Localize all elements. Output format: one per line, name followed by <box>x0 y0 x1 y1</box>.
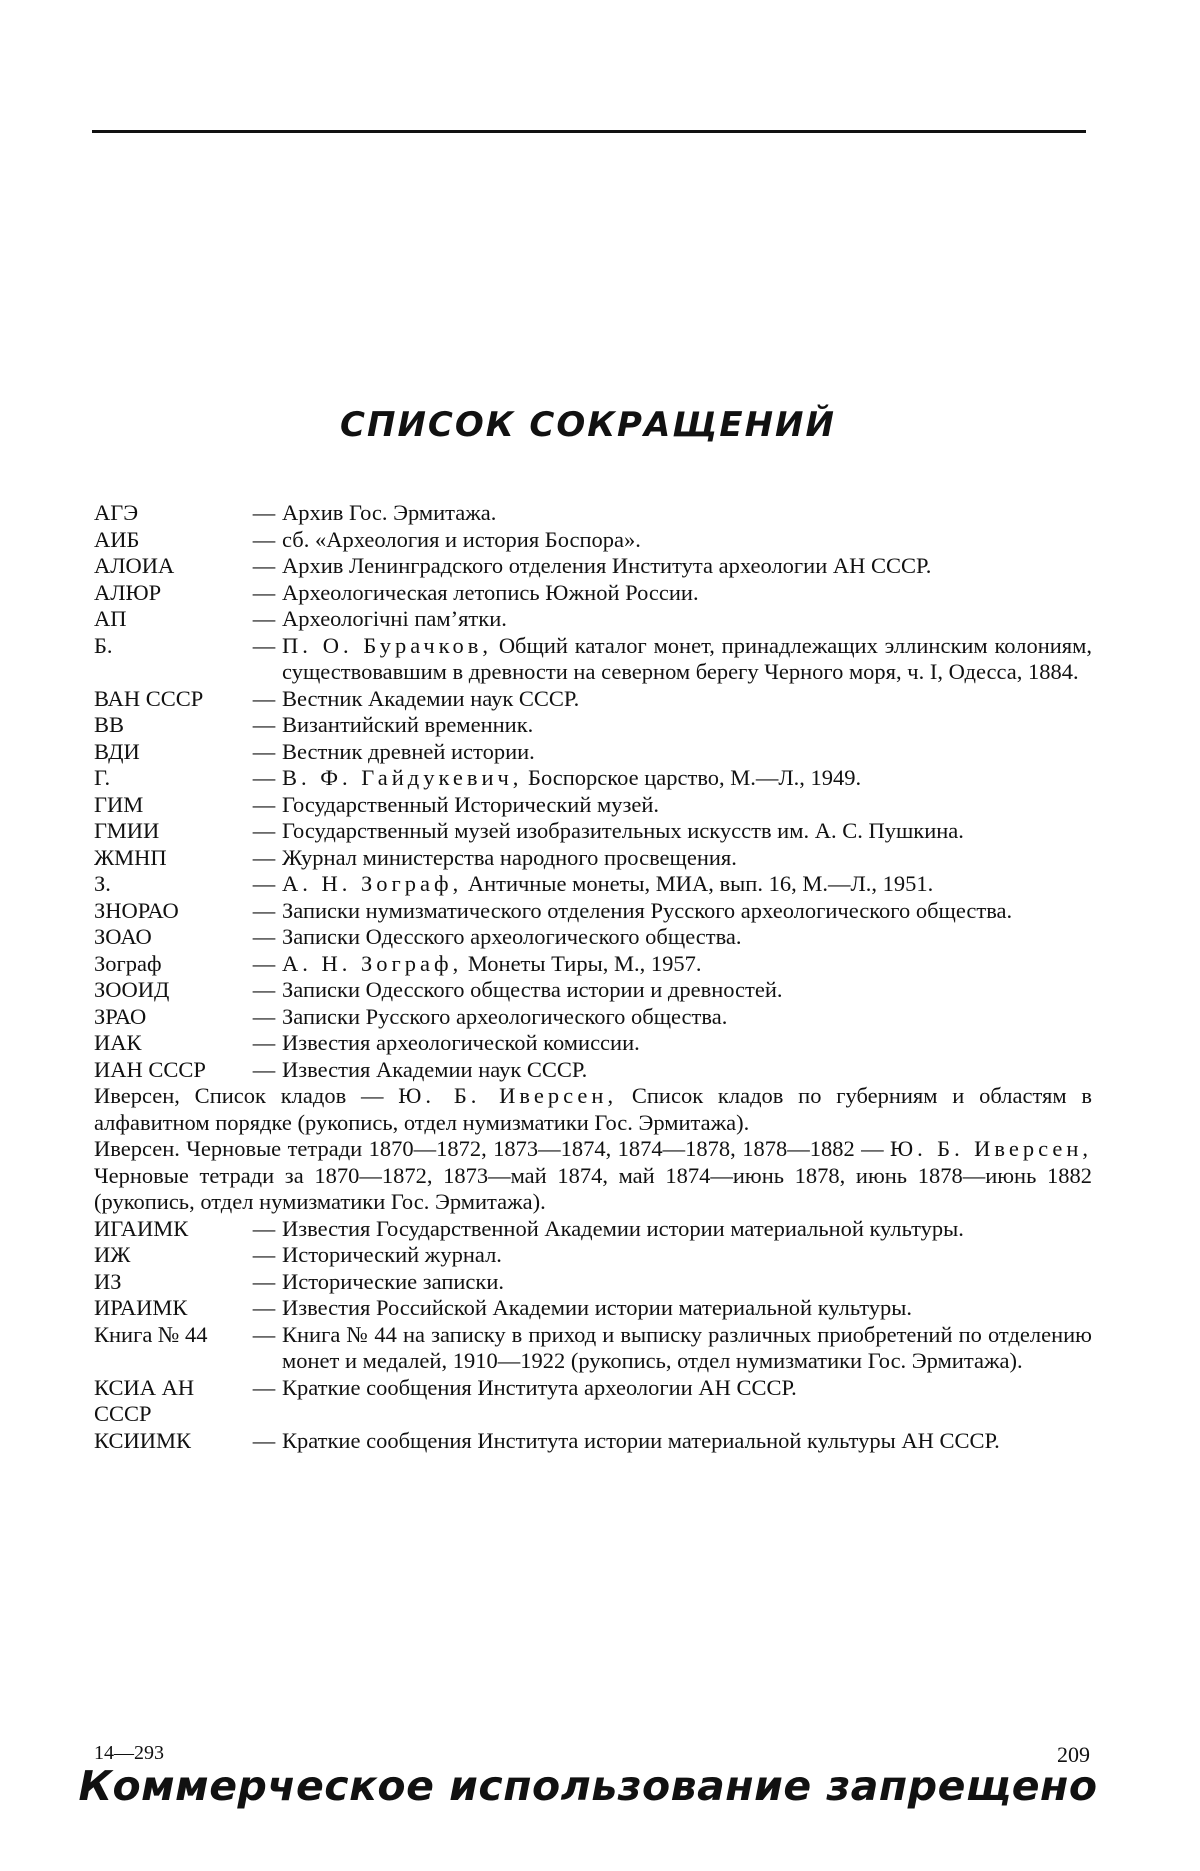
entry-def: Краткие сообщения Института истории материальной культуры АН СССР. <box>282 1428 1092 1455</box>
entry-def: Книга № 44 на записку в приход и выписку различных приобретений по отделению монет и медалей, 1910—1922 (рукопись, отдел нумизматики Гос. Эрмитажа). <box>282 1322 1092 1375</box>
entry-dash: — <box>246 527 282 554</box>
entry-abbr: АГЭ <box>94 500 246 527</box>
entry-dash: — <box>246 1375 282 1402</box>
entry-def <box>282 951 1092 978</box>
entry-dash: — <box>246 1057 282 1084</box>
entry-dash: — <box>246 1004 282 1031</box>
entry-def <box>282 871 1092 898</box>
entry-abbr: ЖМНП <box>94 845 246 872</box>
entry-author: Ю. Б. Иверсен, <box>398 1083 617 1108</box>
entry-abbr: Зограф <box>94 951 246 978</box>
entry-def: Археологічні пам’ятки. <box>282 606 1092 633</box>
entry-author: А. Н. Зограф, <box>282 871 462 896</box>
list-item <box>94 1083 1092 1136</box>
list-item <box>94 686 1092 713</box>
entry-def <box>94 1083 1092 1136</box>
list-item <box>94 818 1092 845</box>
entry-def-text: Список кладов по губерниям и областям в алфавитном порядке (рукопись, отдел нумизматики Гос. Эрмитажа). <box>94 1083 1092 1135</box>
entry-abbr: ЗОАО <box>94 924 246 951</box>
list-item <box>94 765 1092 792</box>
entry-abbr: ЗООИД <box>94 977 246 1004</box>
entry-abbr: ИРАИМК <box>94 1295 246 1322</box>
entry-abbr: АЛОИА <box>94 553 246 580</box>
entry-abbr: АИБ <box>94 527 246 554</box>
entry-abbr: ГМИИ <box>94 818 246 845</box>
list-item <box>94 1375 1092 1428</box>
entry-dash: — <box>246 924 282 951</box>
entry-def: Исторические записки. <box>282 1269 1092 1296</box>
entry-def: Известия Академии наук СССР. <box>282 1057 1092 1084</box>
entry-author: П. О. Бурачков, <box>282 633 492 658</box>
entry-def: Археологическая летопись Южной России. <box>282 580 1092 607</box>
list-item <box>94 712 1092 739</box>
entry-dash: — <box>246 606 282 633</box>
entry-dash: — <box>246 712 282 739</box>
entry-abbr: Г. <box>94 765 246 792</box>
list-item <box>94 845 1092 872</box>
page-number: 209 <box>1057 1742 1090 1768</box>
entry-dash: — <box>246 1322 282 1349</box>
list-item <box>94 977 1092 1004</box>
list-item <box>94 633 1092 686</box>
entry-dash: — <box>246 633 282 660</box>
entry-dash: — <box>246 1269 282 1296</box>
entry-def: Записки Одесского археологического общества. <box>282 924 1092 951</box>
entry-dash: — <box>246 1295 282 1322</box>
entry-def: Известия Государственной Академии истории материальной культуры. <box>282 1216 1092 1243</box>
list-item <box>94 1216 1092 1243</box>
entry-abbr: ИЗ <box>94 1269 246 1296</box>
entry-def: Известия археологической комиссии. <box>282 1030 1092 1057</box>
entry-def-text: Боспорское царство, М.—Л., 1949. <box>528 765 861 790</box>
list-item <box>94 1136 1092 1216</box>
entry-def-text: Античные монеты, МИА, вып. 16, М.—Л., 1951. <box>468 871 933 896</box>
entry-dash: — <box>246 739 282 766</box>
entry-abbr: ИАК <box>94 1030 246 1057</box>
entry-abbr: ЗРАО <box>94 1004 246 1031</box>
entry-def-text: Общий каталог монет, принадлежащих эллинским колониям, существовавшим в древности на северном берегу Черного моря, ч. I, Одесса, 1884. <box>282 633 1092 685</box>
entry-abbr: ВАН СССР <box>94 686 246 713</box>
list-item <box>94 924 1092 951</box>
entry-dash: — <box>246 765 282 792</box>
entry-abbr: ВВ <box>94 712 246 739</box>
entry-def: Известия Российской Академии истории материальной культуры. <box>282 1295 1092 1322</box>
entry-def-text: Монеты Тиры, М., 1957. <box>468 951 702 976</box>
entry-def-text: Черновые тетради за 1870—1872, 1873—май 1874, май 1874—июнь 1878, июнь 1878—июнь 1882 (рукопись, отдел нумизматики Гос. Эрмитажа). <box>94 1163 1092 1215</box>
entry-abbr: Иверсен. Черновые тетради 1870—1872, 1873—1874, 1874—1878, 1878—1882 <box>94 1136 855 1161</box>
list-item <box>94 951 1092 978</box>
entry-def: Журнал министерства народного просвещения. <box>282 845 1092 872</box>
top-rule <box>92 130 1086 133</box>
list-item <box>94 500 1092 527</box>
watermark: Коммерческое использование запрещено <box>0 1762 1176 1810</box>
entry-def <box>282 633 1092 686</box>
entry-def: Архив Гос. Эрмитажа. <box>282 500 1092 527</box>
list-item <box>94 1057 1092 1084</box>
list-item <box>94 1030 1092 1057</box>
entry-abbr: АЛЮР <box>94 580 246 607</box>
entry-dash: — <box>246 686 282 713</box>
entry-dash: — <box>246 951 282 978</box>
entry-dash: — <box>861 1136 884 1161</box>
entry-def: Записки нумизматического отделения Русского археологического общества. <box>282 898 1092 925</box>
entry-dash: — <box>246 553 282 580</box>
entry-abbr: ГИМ <box>94 792 246 819</box>
entry-author: А. Н. Зограф, <box>282 951 462 976</box>
list-item <box>94 871 1092 898</box>
list-item <box>94 1295 1092 1322</box>
entry-dash: — <box>246 1428 282 1455</box>
entry-abbr: Б. <box>94 633 246 660</box>
entry-def: Исторический журнал. <box>282 1242 1092 1269</box>
entry-author: В. Ф. Гайдукевич, <box>282 765 522 790</box>
entry-def: Краткие сообщения Института археологии АН СССР. <box>282 1375 1092 1402</box>
entry-def: Византийский временник. <box>282 712 1092 739</box>
entry-dash: — <box>246 818 282 845</box>
list-item <box>94 553 1092 580</box>
entry-author: Ю. Б. Иверсен, <box>890 1136 1092 1161</box>
entry-abbr: ИГАИМК <box>94 1216 246 1243</box>
entry-dash: — <box>246 580 282 607</box>
entry-abbr: КСИИМК <box>94 1428 246 1455</box>
entry-abbr: ВДИ <box>94 739 246 766</box>
list-item <box>94 1322 1092 1375</box>
list-item <box>94 1269 1092 1296</box>
entry-def: Вестник Академии наук СССР. <box>282 686 1092 713</box>
entry-abbr: АП <box>94 606 246 633</box>
entry-def: Архив Ленинградского отделения Института археологии АН СССР. <box>282 553 1092 580</box>
entry-dash: — <box>246 1030 282 1057</box>
abbreviation-list <box>94 500 1092 1454</box>
list-item <box>94 1004 1092 1031</box>
entry-abbr: Иверсен, Список кладов <box>94 1083 346 1108</box>
list-item <box>94 580 1092 607</box>
entry-abbr: ИЖ <box>94 1242 246 1269</box>
list-item <box>94 898 1092 925</box>
list-item <box>94 1428 1092 1455</box>
list-item <box>94 1242 1092 1269</box>
entry-def: Записки Одесского общества истории и древностей. <box>282 977 1092 1004</box>
entry-dash: — <box>246 792 282 819</box>
entry-dash: — <box>246 1216 282 1243</box>
list-item <box>94 792 1092 819</box>
list-item <box>94 739 1092 766</box>
signature-mark: 14—293 <box>94 1742 164 1765</box>
entry-def: Записки Русского археологического общества. <box>282 1004 1092 1031</box>
entry-dash: — <box>246 871 282 898</box>
entry-abbr: З. <box>94 871 246 898</box>
list-item <box>94 606 1092 633</box>
entry-def: Государственный музей изобразительных искусств им. А. С. Пушкина. <box>282 818 1092 845</box>
entry-def <box>282 765 1092 792</box>
entry-dash: — <box>246 977 282 1004</box>
entry-def: сб. «Археология и история Боспора». <box>282 527 1092 554</box>
page-title: СПИСОК СОКРАЩЕНИЙ <box>0 405 1176 445</box>
entry-dash: — <box>246 500 282 527</box>
entry-def: Государственный Исторический музей. <box>282 792 1092 819</box>
list-item <box>94 527 1092 554</box>
entry-def <box>94 1136 1092 1216</box>
entry-dash: — <box>246 1242 282 1269</box>
entry-abbr: КСИА АН СССР <box>94 1375 246 1428</box>
entry-dash: — <box>361 1083 384 1108</box>
entry-dash: — <box>246 845 282 872</box>
entry-def: Вестник древней истории. <box>282 739 1092 766</box>
entry-abbr: Книга № 44 <box>94 1322 246 1349</box>
entry-abbr: ЗНОРАО <box>94 898 246 925</box>
entry-abbr: ИАН СССР <box>94 1057 246 1084</box>
entry-dash: — <box>246 898 282 925</box>
